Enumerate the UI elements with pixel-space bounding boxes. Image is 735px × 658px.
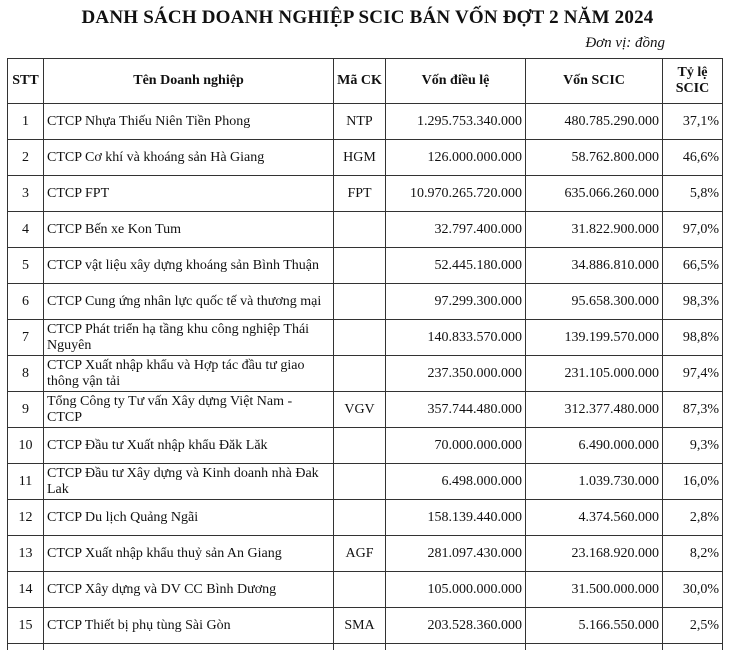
cell-scic-ratio: 66,5%	[663, 248, 723, 284]
table-row	[8, 536, 723, 572]
cell-stock-code: VGV	[334, 392, 386, 428]
table-row-cutoff	[8, 644, 723, 651]
header-stt: STT	[8, 59, 44, 104]
table-row	[8, 212, 723, 248]
cell-charter-capital: 52.445.180.000	[386, 248, 526, 284]
cell-company-name: CTCP Cung ứng nhân lực quốc tế và thương mại	[44, 284, 334, 320]
cell-scic-capital: 95.658.300.000	[526, 284, 663, 320]
cell-charter-capital: 281.097.430.000	[386, 536, 526, 572]
cell-stt: 11	[8, 464, 44, 500]
table-row	[8, 500, 723, 536]
header-name: Tên Doanh nghiệp	[44, 59, 334, 104]
cell-charter-capital: 1.295.753.340.000	[386, 104, 526, 140]
table-row	[8, 284, 723, 320]
cell-scic-capital: 58.762.800.000	[526, 140, 663, 176]
cell-company-name: CTCP Du lịch Quảng Ngãi	[44, 500, 334, 536]
cell-scic-ratio: 46,6%	[663, 140, 723, 176]
cell-scic-capital: 23.168.920.000	[526, 536, 663, 572]
cell-stock-code: SMA	[334, 608, 386, 644]
cell-stock-code	[334, 284, 386, 320]
table-row	[8, 248, 723, 284]
cell-charter-capital: 10.970.265.720.000	[386, 176, 526, 212]
table-row	[8, 104, 723, 140]
cutoff-cell	[44, 644, 334, 651]
cell-charter-capital: 140.833.570.000	[386, 320, 526, 356]
company-table	[7, 58, 723, 650]
cell-company-name: CTCP Xuất nhập khẩu thuỷ sản An Giang	[44, 536, 334, 572]
cell-scic-ratio: 97,0%	[663, 212, 723, 248]
table-body	[8, 104, 723, 651]
cell-stt: 14	[8, 572, 44, 608]
cell-scic-capital: 312.377.480.000	[526, 392, 663, 428]
cell-charter-capital: 105.000.000.000	[386, 572, 526, 608]
table-row	[8, 572, 723, 608]
cell-scic-capital: 6.490.000.000	[526, 428, 663, 464]
table-row	[8, 176, 723, 212]
cell-scic-ratio: 8,2%	[663, 536, 723, 572]
cell-company-name: CTCP Xuất nhập khẩu và Hợp tác đầu tư giao thông vận tải	[44, 356, 334, 392]
cell-stock-code	[334, 572, 386, 608]
cell-stock-code	[334, 428, 386, 464]
cell-stock-code	[334, 464, 386, 500]
cell-stt: 15	[8, 608, 44, 644]
cell-charter-capital: 6.498.000.000	[386, 464, 526, 500]
cell-stt: 5	[8, 248, 44, 284]
table-row	[8, 428, 723, 464]
table-row	[8, 608, 723, 644]
cell-company-name: CTCP Đầu tư Xuất nhập khẩu Đăk Lăk	[44, 428, 334, 464]
cell-scic-ratio: 98,8%	[663, 320, 723, 356]
cell-scic-capital: 31.500.000.000	[526, 572, 663, 608]
cell-scic-ratio: 98,3%	[663, 284, 723, 320]
cell-charter-capital: 97.299.300.000	[386, 284, 526, 320]
cell-scic-capital: 5.166.550.000	[526, 608, 663, 644]
header-charter-capital: Vốn điều lệ	[386, 59, 526, 104]
cell-scic-ratio: 2,8%	[663, 500, 723, 536]
cell-scic-capital: 34.886.810.000	[526, 248, 663, 284]
table-row	[8, 140, 723, 176]
cell-stt: 10	[8, 428, 44, 464]
cell-stock-code	[334, 212, 386, 248]
cell-scic-capital: 139.199.570.000	[526, 320, 663, 356]
table-row	[8, 392, 723, 428]
cell-scic-capital: 31.822.900.000	[526, 212, 663, 248]
cutoff-cell	[334, 644, 386, 651]
header-code: Mã CK	[334, 59, 386, 104]
table-row	[8, 464, 723, 500]
cell-scic-capital: 1.039.730.000	[526, 464, 663, 500]
cell-scic-ratio: 37,1%	[663, 104, 723, 140]
cell-stt: 6	[8, 284, 44, 320]
cutoff-cell	[386, 644, 526, 651]
table-row	[8, 320, 723, 356]
cell-scic-ratio: 87,3%	[663, 392, 723, 428]
cell-scic-ratio: 9,3%	[663, 428, 723, 464]
cell-scic-capital: 480.785.290.000	[526, 104, 663, 140]
cell-company-name: Tổng Công ty Tư vấn Xây dựng Việt Nam - CTCP	[44, 392, 334, 428]
cell-scic-ratio: 2,5%	[663, 608, 723, 644]
cutoff-cell	[663, 644, 723, 651]
cell-company-name: CTCP Phát triển hạ tầng khu công nghiệp Thái Nguyên	[44, 320, 334, 356]
cutoff-cell	[8, 644, 44, 651]
cutoff-cell	[526, 644, 663, 651]
cell-company-name: CTCP Xây dựng và DV CC Bình Dương	[44, 572, 334, 608]
header-scic-capital: Vốn SCIC	[526, 59, 663, 104]
cell-scic-ratio: 97,4%	[663, 356, 723, 392]
cell-company-name: CTCP Bến xe Kon Tum	[44, 212, 334, 248]
cell-stt: 9	[8, 392, 44, 428]
cell-stt: 3	[8, 176, 44, 212]
cell-charter-capital: 126.000.000.000	[386, 140, 526, 176]
cell-stt: 7	[8, 320, 44, 356]
table-header-row	[8, 59, 723, 104]
cell-stt: 2	[8, 140, 44, 176]
cell-stt: 13	[8, 536, 44, 572]
cell-company-name: CTCP vật liệu xây dựng khoáng sản Bình Thuận	[44, 248, 334, 284]
unit-note: Đơn vị: đồng	[585, 35, 665, 51]
cell-company-name: CTCP Nhựa Thiếu Niên Tiền Phong	[44, 104, 334, 140]
cell-stock-code	[334, 500, 386, 536]
cell-stt: 1	[8, 104, 44, 140]
cell-stock-code: HGM	[334, 140, 386, 176]
cell-scic-ratio: 30,0%	[663, 572, 723, 608]
cell-stt: 4	[8, 212, 44, 248]
cell-charter-capital: 203.528.360.000	[386, 608, 526, 644]
cell-charter-capital: 357.744.480.000	[386, 392, 526, 428]
cell-scic-capital: 4.374.560.000	[526, 500, 663, 536]
cell-company-name: CTCP Thiết bị phụ tùng Sài Gòn	[44, 608, 334, 644]
cell-company-name: CTCP Cơ khí và khoáng sản Hà Giang	[44, 140, 334, 176]
cell-charter-capital: 158.139.440.000	[386, 500, 526, 536]
cell-charter-capital: 237.350.000.000	[386, 356, 526, 392]
cell-stock-code	[334, 356, 386, 392]
cell-scic-capital: 231.105.000.000	[526, 356, 663, 392]
cell-company-name: CTCP FPT	[44, 176, 334, 212]
cell-stock-code: AGF	[334, 536, 386, 572]
cell-scic-capital: 635.066.260.000	[526, 176, 663, 212]
cell-scic-ratio: 16,0%	[663, 464, 723, 500]
page-title: DANH SÁCH DOANH NGHIỆP SCIC BÁN VỐN ĐỢT 2 NĂM 2024	[81, 7, 654, 28]
cell-stock-code: NTP	[334, 104, 386, 140]
cell-stock-code	[334, 248, 386, 284]
cell-charter-capital: 70.000.000.000	[386, 428, 526, 464]
cell-stt: 12	[8, 500, 44, 536]
cell-stock-code	[334, 320, 386, 356]
table-row	[8, 356, 723, 392]
cell-scic-ratio: 5,8%	[663, 176, 723, 212]
cell-charter-capital: 32.797.400.000	[386, 212, 526, 248]
cell-company-name: CTCP Đầu tư Xây dựng và Kinh doanh nhà Đak Lak	[44, 464, 334, 500]
cell-stock-code: FPT	[334, 176, 386, 212]
cell-stt: 8	[8, 356, 44, 392]
header-scic-ratio: Tỷ lệ SCIC	[663, 59, 723, 104]
